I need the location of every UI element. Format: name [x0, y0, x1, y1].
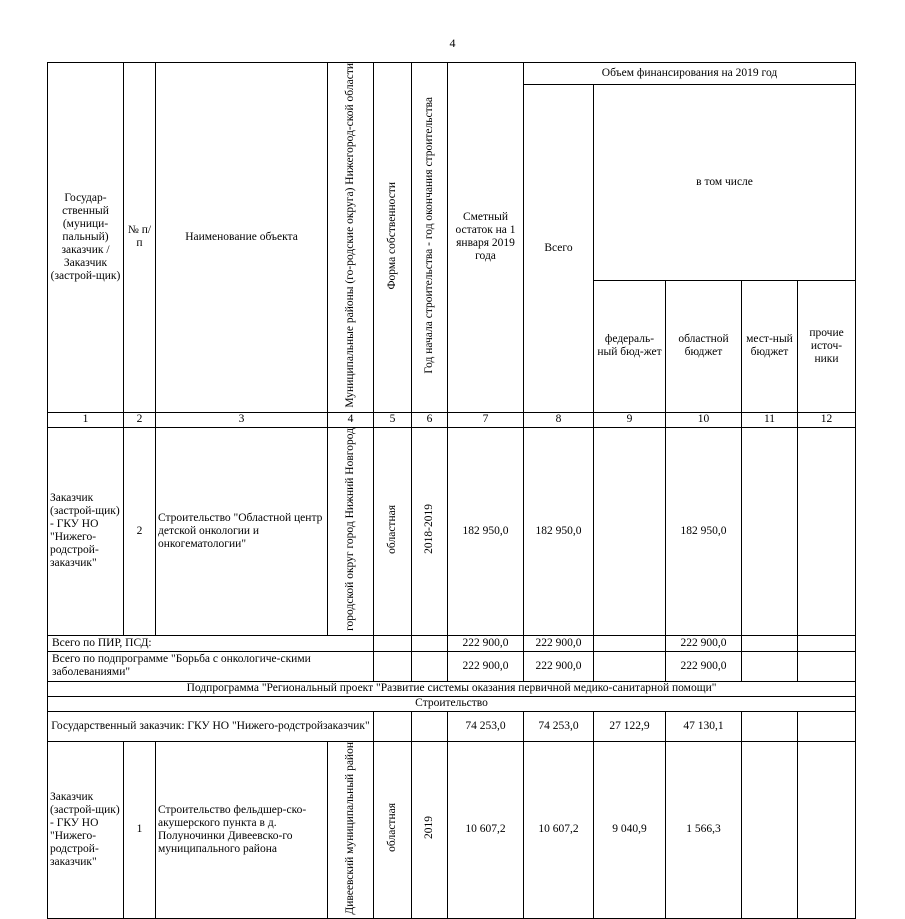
page-number: 4 — [449, 36, 456, 50]
cell-object: Строительство "Областной центр детской онкологии и онкогематологии" — [156, 427, 328, 635]
cell-estimate: 222 900,0 — [448, 651, 524, 681]
col-num: 3 — [156, 412, 328, 427]
cell-federal: 27 122,9 — [594, 711, 666, 741]
cell-local — [742, 427, 798, 635]
cell-regional: 1 566,3 — [666, 741, 742, 919]
header-other: прочие источ-ники — [798, 280, 856, 412]
cell-total: 182 950,0 — [524, 427, 594, 635]
header-total: Всего — [524, 85, 594, 413]
cell-ownership: областная — [374, 427, 412, 635]
cell-number: 1 — [124, 741, 156, 919]
header-object-name: Наименование объекта — [156, 63, 328, 413]
cell-regional: 47 130,1 — [666, 711, 742, 741]
cell-number: 2 — [124, 427, 156, 635]
col-num: 1 — [48, 412, 124, 427]
cell-label: Всего по ПИР, ПСД: — [48, 635, 374, 651]
cell-local — [742, 651, 798, 681]
cell-total: 222 900,0 — [524, 635, 594, 651]
cell-local — [742, 711, 798, 741]
cell-federal — [594, 651, 666, 681]
subprogram-title: Подпрограмма "Региональный проект "Развитие системы оказания первичной медико-санитарной помощи" — [48, 681, 856, 696]
header-number: № п/п — [124, 63, 156, 413]
financing-table — [47, 62, 856, 919]
cell-estimate: 10 607,2 — [448, 741, 524, 919]
table-row-oncology — [48, 427, 856, 635]
col-num: 5 — [374, 412, 412, 427]
cell-other — [798, 711, 856, 741]
table-row-state-customer — [48, 711, 856, 741]
cell-other — [798, 741, 856, 919]
cell-ownership: областная — [374, 741, 412, 919]
cell-other — [798, 427, 856, 635]
cell-total: 10 607,2 — [524, 741, 594, 919]
header-customer: Государ-ственный (муници-пальный) заказчик / Заказчик (застрой-щик) — [48, 63, 124, 413]
header-local: мест-ный бюджет — [742, 280, 798, 412]
cell-empty — [374, 651, 412, 681]
col-num: 8 — [524, 412, 594, 427]
cell-other — [798, 635, 856, 651]
cell-federal — [594, 427, 666, 635]
column-numbers-row — [48, 412, 856, 427]
cell-regional: 222 900,0 — [666, 651, 742, 681]
col-num: 11 — [742, 412, 798, 427]
section-title: Строительство — [48, 696, 856, 711]
col-num: 2 — [124, 412, 156, 427]
table-row-section-title — [48, 696, 856, 711]
cell-estimate: 182 950,0 — [448, 427, 524, 635]
table-row-total-subprogram — [48, 651, 856, 681]
col-num: 9 — [594, 412, 666, 427]
cell-total: 74 253,0 — [524, 711, 594, 741]
cell-district: городской округ город Нижний Новгород — [328, 427, 374, 635]
cell-label: Государственный заказчик: ГКУ НО "Нижего-родстройзаказчик" — [48, 711, 374, 741]
header-including: в том числе — [594, 85, 856, 281]
cell-years: 2018-2019 — [412, 427, 448, 635]
header-districts: Муниципальные районы (го-родские округа) Нижегород-ской области — [328, 63, 374, 413]
cell-other — [798, 651, 856, 681]
header-ownership: Форма собственности — [374, 63, 412, 413]
cell-estimate: 222 900,0 — [448, 635, 524, 651]
col-num: 10 — [666, 412, 742, 427]
col-num: 12 — [798, 412, 856, 427]
cell-empty — [412, 635, 448, 651]
col-num: 4 — [328, 412, 374, 427]
cell-empty — [412, 711, 448, 741]
cell-federal: 9 040,9 — [594, 741, 666, 919]
cell-regional: 182 950,0 — [666, 427, 742, 635]
header-federal: федераль-ный бюд-жет — [594, 280, 666, 412]
cell-district: Дивеевский муниципальный район — [328, 741, 374, 919]
cell-label: Всего по подпрограмме "Борьба с онкологиче-скими заболеваниями" — [48, 651, 374, 681]
cell-empty — [374, 635, 412, 651]
cell-object: Строительство фельдшер-ско-акушерского пункта в д. Полуночинки Дивеевско-го муниципального района — [156, 741, 328, 919]
header-estimate: Сметный остаток на 1 января 2019 года — [448, 63, 524, 413]
cell-customer: Заказчик (застрой-щик) - ГКУ НО "Нижего-родстрой-заказчик" — [48, 741, 124, 919]
table-row-fap — [48, 741, 856, 919]
cell-empty — [374, 711, 412, 741]
header-regional: областной бюджет — [666, 280, 742, 412]
cell-federal — [594, 635, 666, 651]
col-num: 7 — [448, 412, 524, 427]
cell-local — [742, 741, 798, 919]
cell-customer: Заказчик (застрой-щик) - ГКУ НО "Нижего-родстрой-заказчик" — [48, 427, 124, 635]
cell-regional: 222 900,0 — [666, 635, 742, 651]
table-row-total-pir — [48, 635, 856, 651]
cell-estimate: 74 253,0 — [448, 711, 524, 741]
cell-local — [742, 635, 798, 651]
col-num: 6 — [412, 412, 448, 427]
cell-total: 222 900,0 — [524, 651, 594, 681]
header-years: Год начала строительства - год окончания строительства — [412, 63, 448, 413]
cell-years: 2019 — [412, 741, 448, 919]
header-funding: Объем финансирования на 2019 год — [524, 63, 856, 85]
cell-empty — [412, 651, 448, 681]
table-row-subprogram-title — [48, 681, 856, 696]
